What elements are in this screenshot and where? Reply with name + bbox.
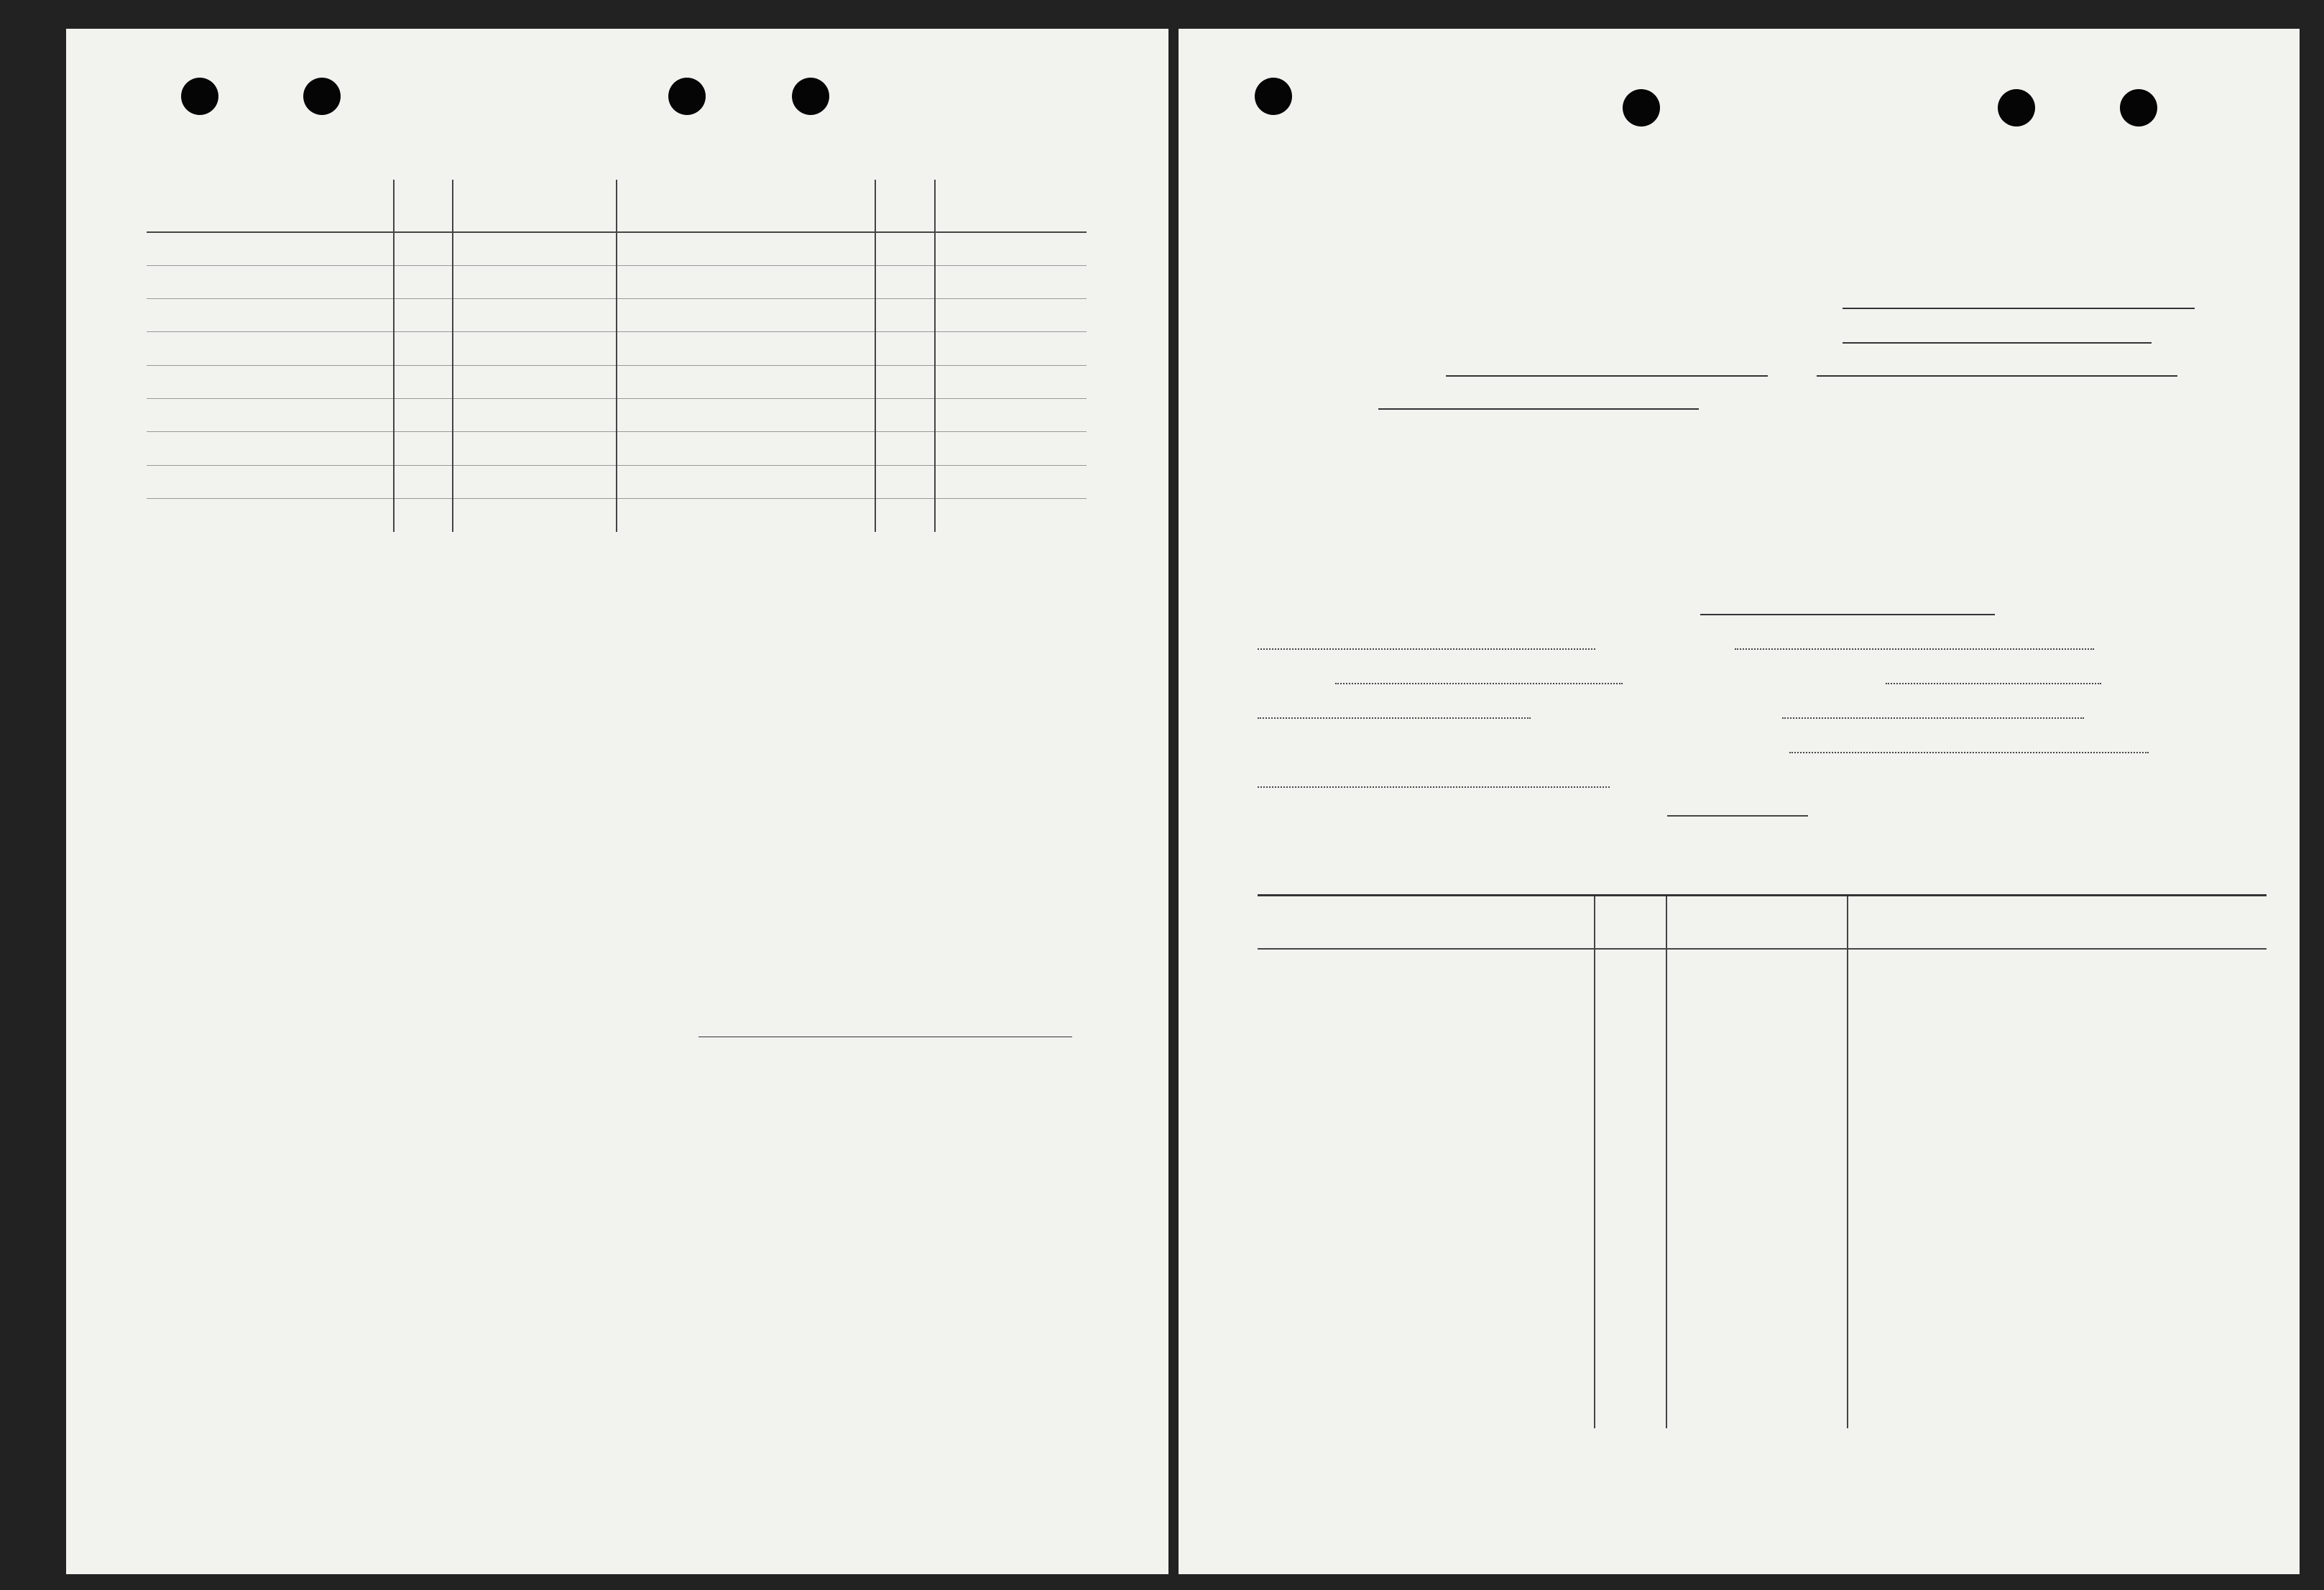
table-row <box>147 398 1087 431</box>
col-name <box>147 180 394 232</box>
date-line <box>1843 315 2152 344</box>
origin-line <box>1258 625 1595 650</box>
left-page <box>66 29 1168 1574</box>
punch-hole <box>2120 89 2157 127</box>
col-age-2 <box>875 180 935 232</box>
sail-line <box>1886 660 2101 684</box>
table-row <box>147 498 1087 531</box>
punch-hole <box>181 78 218 115</box>
via-line <box>1782 694 2084 719</box>
punch-hole <box>1623 89 1660 127</box>
table-row <box>147 432 1087 465</box>
deserting-table <box>1258 894 2267 1428</box>
col-nationality-2 <box>935 180 1087 232</box>
consignee-line <box>1735 625 2094 650</box>
nationality-line <box>1446 351 1768 377</box>
col-age <box>394 180 453 232</box>
col-name-2 <box>617 180 875 232</box>
crew-table <box>147 180 1087 532</box>
table-row <box>147 465 1087 498</box>
first-port-line <box>1789 729 2149 753</box>
table-row <box>147 332 1087 365</box>
punch-hole <box>1998 89 2035 127</box>
punch-hole <box>792 78 829 115</box>
col-nationality <box>453 180 617 232</box>
punch-hole <box>303 78 341 115</box>
lying-at-line <box>1335 660 1623 684</box>
arrived-line <box>1700 591 1995 615</box>
table-row <box>147 299 1087 332</box>
punch-hole <box>1255 78 1292 115</box>
table-row <box>147 232 1087 265</box>
right-page <box>1179 29 2300 1574</box>
vessel-line <box>1817 351 2177 377</box>
port-line <box>1843 280 2195 309</box>
destination-line <box>1258 694 1531 719</box>
table-row <box>147 365 1087 398</box>
divider <box>1667 815 1808 817</box>
punch-hole <box>668 78 706 115</box>
first-date-line <box>1258 763 1610 788</box>
from-port-line <box>1378 385 1699 410</box>
table-row <box>147 265 1087 298</box>
